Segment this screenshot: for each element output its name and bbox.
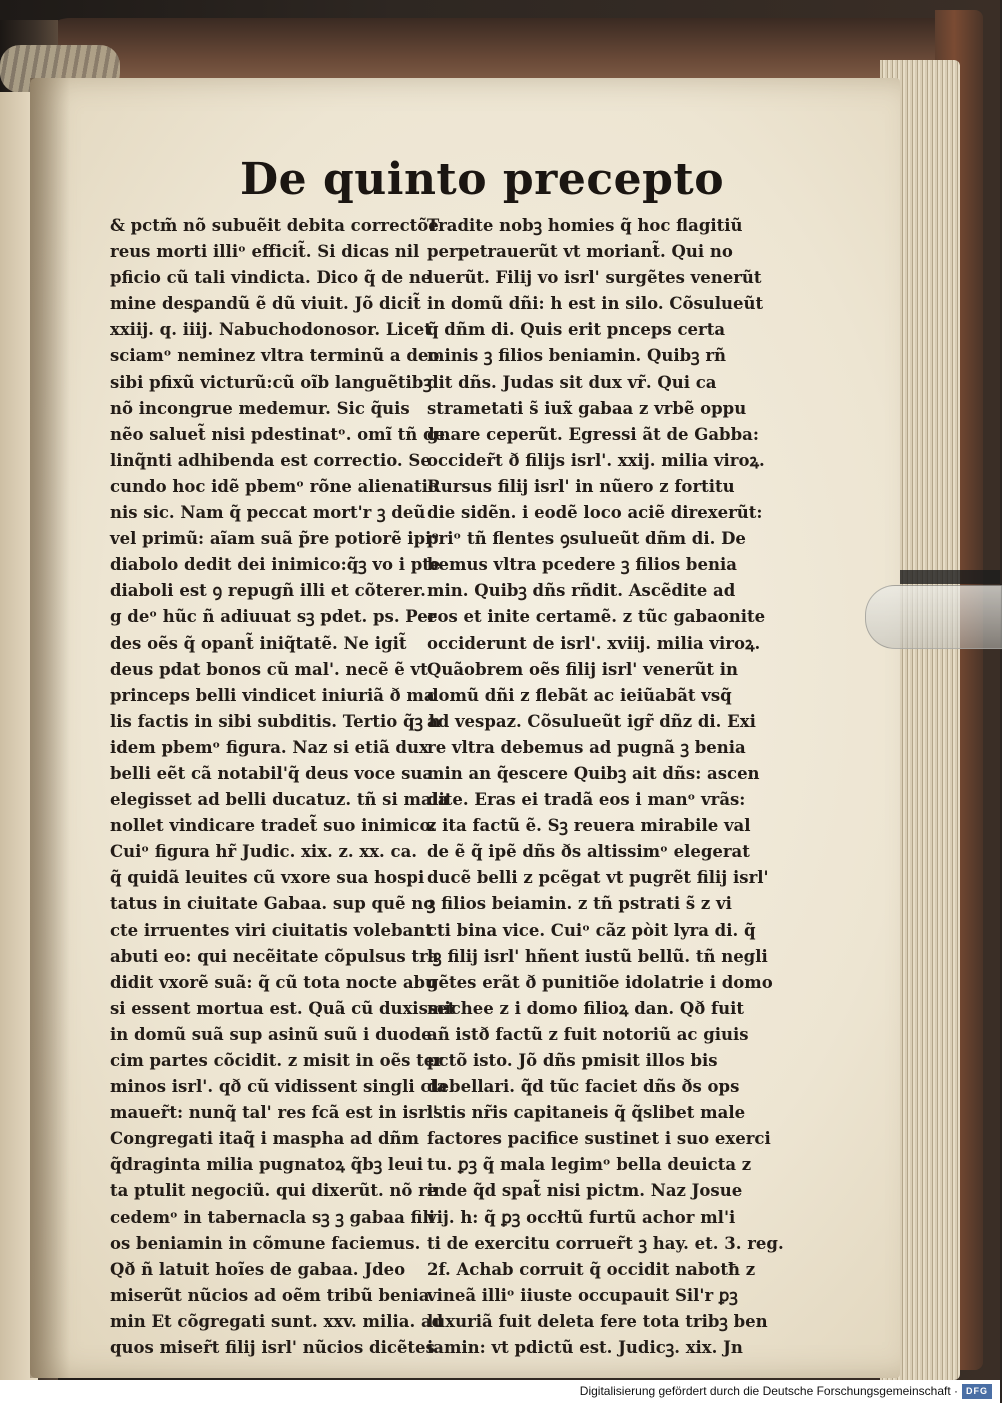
text-line: nõ incongrue medemur. Sic q̃uis: [110, 398, 410, 418]
text-line: Congregati itaq̃ i maspha ad dñm: [110, 1129, 419, 1149]
text-line: xxiij. q. iiij. Nabuchodonosor. Licet: [110, 320, 432, 340]
text-line: vij. h: q̃ ꝑꝫ occłtũ furtũ achor ml'i: [427, 1207, 736, 1227]
text-line: in domũ suã sup asinũ suũ i duode: [110, 1024, 432, 1044]
text-line: elegisset ad belli ducatuz. tñ si mala: [110, 790, 449, 810]
text-line: g deᵒ hũc ñ adiuuat sꝫ pdet. ps. Per: [110, 607, 437, 627]
text-line: bemus vltra pcedere ꝫ filios benia: [427, 555, 737, 575]
text-line: ducẽ belli z pcẽgat vt pugrẽt filij isrl': [427, 868, 769, 888]
text-line: michee z i domo filioꝝ dan. Qð fuit: [427, 998, 745, 1018]
text-line: q̃draginta milia pugnatoꝝ q̃bꝫ leui: [110, 1155, 423, 1175]
text-line: min an q̃escere Quibꝫ ait dñs: ascen: [427, 763, 760, 783]
text-line: nis sic. Nam q̃ peccat mort'r ꝫ deũ: [110, 503, 426, 523]
text-line: Quãobrem oẽs filij isrl' venerũt in: [427, 659, 738, 679]
text-line: Qð ñ latuit hoĩes de gabaa. Jdeo: [110, 1259, 406, 1279]
text-line: linq̃nti adhibenda est correctio. Se: [110, 450, 431, 470]
gutter-shadow: [30, 78, 70, 1378]
text-line: q̃ quidã leuites cũ vxore sua hospi: [110, 868, 425, 888]
text-line: & pctm̃ nõ subuẽit debita correctõe.: [110, 216, 445, 235]
text-line: ti de exercitu corruer̃t ꝫ hay. et. 3. reg.: [427, 1233, 784, 1253]
text-line: strametati s̃ iux̃ gabaa z vrbẽ oppu: [427, 398, 747, 418]
scanner-clip-bar: [900, 570, 1000, 584]
text-line: pficio cũ tali vindicta. Dico q̃ de ne: [110, 268, 432, 288]
text-line: re vltra debemus ad pugnã ꝫ benia: [427, 737, 746, 757]
text-line: factores pacifice sustinet i suo exerci: [427, 1129, 771, 1149]
text-line: dite. Eras ei tradã eos i manᵒ vrãs:: [427, 790, 746, 810]
dfg-logo: DFG: [962, 1384, 992, 1399]
text-line: ꝫ filios beiamin. z tñ pstrati s̃ z vi: [427, 894, 732, 914]
text-line: pctõ isto. Jõ dñs pmisit illos bis: [427, 1051, 718, 1070]
page-heading: De quinto precepto: [240, 154, 725, 205]
text-line: ad vespaz. Cõsulueũt igr̃ dñz di. Exi: [427, 711, 756, 731]
text-line: q̃ dñm di. Quis erit pnceps certa: [427, 320, 726, 340]
text-line: didit vxorẽ suã: q̃ cũ tota nocte abu: [110, 972, 438, 992]
scanner-page-clip: [865, 585, 1002, 649]
funding-credit: Digitalisierung gefördert durch die Deutsche Forschungsgemeinschaft ·: [579, 1384, 958, 1398]
text-line: 2f. Achab corruit q̃ occidit nabotħ z: [427, 1259, 756, 1279]
text-line: Tradite nobꝫ homies q̃ hoc flagitiũ: [427, 216, 743, 235]
text-line: domũ dñi z flebãt ac ieiũabãt vsq̃: [427, 685, 732, 705]
text-line: de ẽ q̃ ipẽ dñs ðs altissimᵒ elegerat: [427, 842, 750, 862]
text-line: diabolo dedit dei inimico:q̃ꝫ vo i pte: [110, 555, 441, 575]
text-line: occider̃t ð filijs isrl'. xxij. milia viroꝝ.: [427, 450, 765, 470]
footer-bar: [0, 1380, 1000, 1403]
text-line: cundo hoc idẽ pbemᵒ rõne alienatio: [110, 476, 439, 496]
text-line: nẽo saluet̃ nisi pdestinatᵒ. omĩ tñ de: [110, 424, 446, 444]
text-line: cedemᵒ in tabernacla sꝫ ꝫ gabaa fili: [110, 1207, 436, 1227]
text-line: cim partes cõcidit. z misit in oẽs ter: [110, 1051, 443, 1070]
text-line: min Et cõgregati sunt. xxv. milia. ad: [110, 1311, 444, 1331]
text-line: gnare ceperũt. Egressi ãt de Gabba:: [427, 424, 759, 444]
text-line: minos isrl'. qð cũ vidissent singli cla: [110, 1077, 448, 1097]
text-line: mauer̃t: nunq̃ tal' res fcã est in isrl'.: [110, 1103, 444, 1123]
text-line: cti bina vice. Cuiᵒ cãz pòit lyra di. q̃: [427, 920, 756, 940]
text-line: idem pbemᵒ figura. Naz si etiã dux: [110, 737, 429, 757]
text-line: lis factis in sibi subditis. Tertio q̃ꝫ h: [110, 711, 441, 731]
text-line: reus morti illiᵒ efficit̃. Si dicas nil: [110, 242, 420, 262]
text-line: belli eẽt cã notabil'q̃ deus voce sua: [110, 763, 434, 783]
text-line: miserũt nũcios ad oẽm tribũ benia: [110, 1285, 430, 1305]
text-line: si essent mortua est. Quã cũ duxisset: [110, 998, 456, 1018]
text-line: Cuiᵒ figura hr̃ Judic. xix. z. xx. ca.: [110, 842, 418, 862]
text-line: mine desꝑandũ ẽ dũ viuit. Jõ dicit̃: [110, 294, 421, 314]
text-line: luxuriã fuit deleta fere tota tribꝫ ben: [427, 1311, 768, 1331]
text-line: vel primũ: aĩam suã p̃re potiorẽ ipiᵒ: [110, 529, 440, 549]
text-line: tatus in ciuitate Gabaa. sup quẽ no: [110, 894, 435, 914]
text-line: princeps belli vindicet iniuriã ð ma: [110, 685, 435, 705]
text-line: cte irruentes viri ciuitatis volebant: [110, 920, 433, 940]
text-line: minis ꝫ filios beniamin. Quibꝫ rñ: [427, 346, 727, 366]
left-text-column: [110, 213, 456, 1361]
text-line: sciamᵒ neminez vltra terminũ a deo: [110, 346, 440, 366]
text-line: gẽtes erãt ð punitiõe idolatrie i domo: [427, 972, 773, 992]
text-line: iamin: vt pdictũ est. Judicꝫ. xix. Jn: [427, 1338, 743, 1358]
text-line: nollet vindicare tradet̃ suo inimico.: [110, 816, 436, 836]
text-line: Rursus filij isrl' in nũero z fortitu: [427, 476, 735, 496]
text-line: des oẽs q̃ opant̃ iniq̃tatẽ. Ne igit̃: [110, 633, 407, 653]
text-line: inde q̃d spat̃ nisi pictm. Naz Josue: [427, 1181, 743, 1201]
text-line: occiderunt de isrl'. xviij. milia viroꝝ.: [427, 633, 761, 653]
text-line: istis nr̃is capitaneis q̃ q̃slibet male: [427, 1103, 746, 1123]
text-line: diaboli est ꝯ repugñ illi et cõterer.: [110, 581, 426, 601]
text-line: min. Quibꝫ dñs rñdit. Ascẽdite ad: [427, 581, 736, 601]
text-line: añ istð factũ z fuit notoriũ ac giuis: [427, 1024, 749, 1044]
text-line: tu. ꝑꝫ q̃ mala legimᵒ bella deuicta z: [427, 1155, 752, 1175]
text-line: priᵒ tñ flentes ꝯsulueũt dñm di. De: [427, 529, 746, 549]
text-line: ta ptulit negociũ. qui dixerũt. nõ re: [110, 1181, 438, 1201]
text-line: die sidẽn. i eodẽ loco aciẽ direxerũt:: [427, 503, 763, 523]
text-line: dit dñs. Judas sit dux vr̃. Qui ca: [427, 372, 717, 392]
text-line: lꝫ filij isrl' hñent iustũ bellũ. tñ negli: [427, 946, 768, 966]
right-text-column: [427, 213, 784, 1361]
text-line: quos miser̃t filij isrl' nũcios dicẽtes: [110, 1338, 435, 1358]
text-line: perpetrauerũt vt moriant̃. Qui no: [427, 242, 733, 262]
book-cover-top: [40, 18, 970, 78]
text-line: sibi pfixũ victurũ:cũ oĩb languẽtibꝫ: [110, 372, 432, 392]
text-line: eos et inite certamẽ. z tũc gabaonite: [427, 607, 766, 627]
text-line: in domũ dñi: h est in silo. Cõsulueũt: [427, 294, 764, 314]
text-line: vineã illiᵒ iiuste occupauit Sil'r ꝑꝫ: [427, 1285, 738, 1305]
text-line: z ita factũ ẽ. Sꝫ reuera mirabile val: [427, 816, 751, 836]
text-line: deus pdat bonos cũ mal'. necẽ ẽ vt: [110, 659, 428, 679]
text-line: abuti eo: qui necẽitate cõpulsus tra: [110, 946, 439, 966]
text-line: luerũt. Filij vo isrl' surgẽtes venerũt: [427, 268, 762, 288]
text-line: debellari. q̃d tũc faciet dñs ðs ops: [427, 1077, 740, 1097]
text-line: os beniamin in cõmune faciemus.: [110, 1233, 421, 1253]
